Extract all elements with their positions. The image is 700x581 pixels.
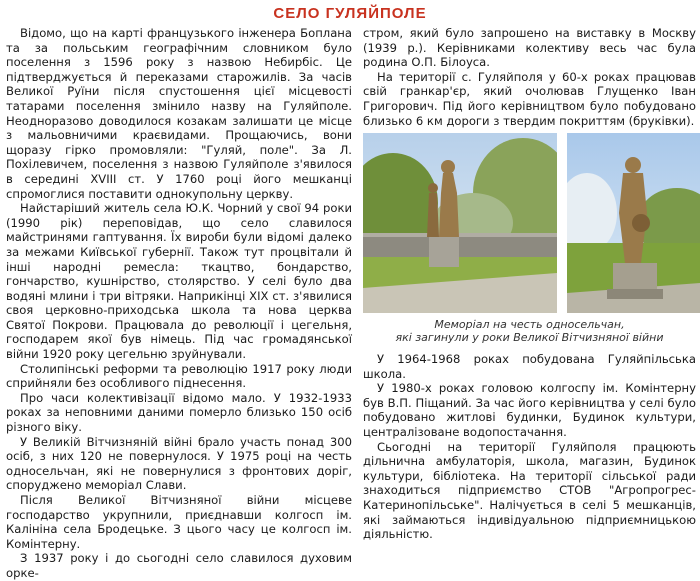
paragraph: Сьогодні на території Гуляйполя працюють дільнична амбулаторія, школа, магазин, Будинок культури, бібліотека. На території сільської ради знаходиться підприємство СТОВ "Агропрогрес-Катеринопільське". Налічується в селі 5 мешканців, які займаються індивідуальною підприємницькою діяльністю.	[363, 439, 696, 542]
right-column-top	[363, 26, 696, 128]
paragraph: Про часи колективізації відомо мало. У 1932-1933 роках за неповними даними померло близько 150 осіб різного віку.	[6, 390, 352, 435]
page-title: СЕЛО ГУЛЯЙПОЛЕ	[273, 5, 427, 22]
paragraph: У 1980-х роках головою колгоспу ім. Комінтерну був В.П. Піщаний. За час його керівництва у селі було побудовано житлові будинки, Будинок культури, централізоване водопостачання.	[363, 381, 696, 439]
memorial-photo-statue	[567, 133, 700, 313]
right-column-bottom	[363, 352, 696, 542]
caption-line: які загинули у роки Великої Вітчизняної війни	[395, 331, 664, 344]
memorial-photo-wide	[363, 133, 557, 313]
paragraph: На території с. Гуляйполя у 60-х роках працював свій гранкар'єр, який очолював Глущенко Іван Григорович. Під його керівництвом було побудовано близько 6 км дороги з твердим покриттям (бруківки).	[363, 69, 696, 128]
caption-line: Меморіал на честь односельчан,	[434, 318, 625, 331]
paragraph-continuation: стром, який було запрошено на виставку в Москву (1939 р.). Керівниками колективу весь час була родина О.П. Білоуса.	[363, 26, 696, 70]
paragraph: Найстаріший житель села Ю.К. Чорний у свої 94 роки (1990 рік) переповідав, що село славилося майстринями гаптування. Їх вироби були відомі далеко за межами Київської губернії. Також тут процвітали й інші народні ремесла: ткацтво, бондарство, гончарство, кушнірство, столярство. У селі було два водяні млини і три вітряки. Наприкінці XIX ст. з'явилися своя церковно-приходська школа та нова церква Святої Покрови. Працювала до революції і цегельня, господарем якої був німець. Під час громадянської війни 1920 року цегельню зруйнували.	[6, 201, 352, 362]
photo-caption	[363, 318, 696, 344]
paragraph: У 1964-1968 роках побудована Гуляйпільська школа.	[363, 352, 696, 381]
paragraph: З 1937 року і до сьогодні село славилося духовим орке-	[6, 551, 352, 580]
left-column	[6, 26, 352, 581]
paragraph: У Великій Вітчизняній війні брало участь понад 300 осіб, з них 120 не повернулося. У 1975 році на честь односельчан, які не повернулися з фронтових доріг, споруджено меморіал Слави.	[6, 434, 352, 493]
paragraph: Після Великої Вітчизняної війни місцеве господарство укрупнили, приєднавши колгосп ім. Калініна села Бродецьке. З цього часу це колгосп ім. Комінтерну.	[6, 493, 352, 551]
paragraph: Столипінські реформи та революцію 1917 року люди сприйняли без особливого піднесення.	[6, 361, 352, 391]
paragraph: Відомо, що на карті французького інженера Боплана та за польським географічним словником було поселення з 1596 року з назвою Небирбіс. Це підтверджується й переказами старожилів. За часів Великої Руїни після спустошення цієї місцевості татарами поселення змінило назву на Гуляйполе. Неодноразово доводилося козакам залишати це місце з мальовничими краєвидами. Прощаючись, вони щоразу гірко промовляли: "Гуляй, поле". За Л. Похілевичем, поселення з назвою Гуляйполе з'явилося в середині XVIII ст. У 1760 році його мешканці спромоглися поставити однокупольну церкву.	[6, 26, 352, 201]
